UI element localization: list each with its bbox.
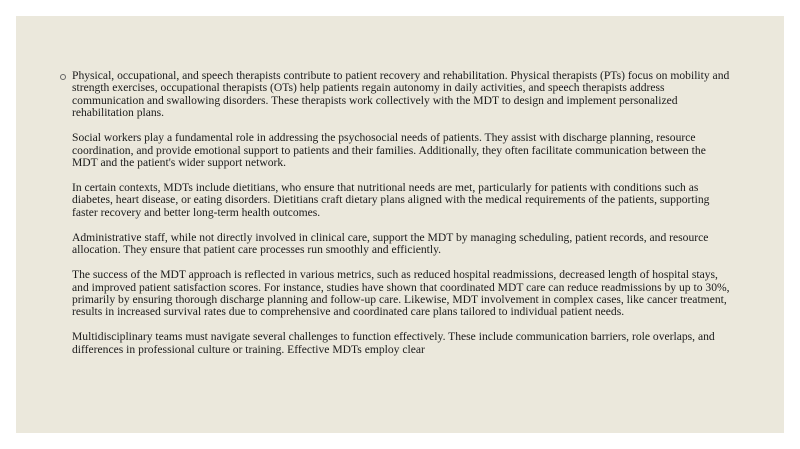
paragraph-social-workers: Social workers play a fundamental role in addressing the psychosocial needs of patients. They assist with discharge planning, resource coordination, and provide emotional support to patients and their families. Additionally, they often facilitate communication between the MDT and the patient's wider support network. — [72, 131, 706, 170]
slide-body-text[interactable] — [72, 70, 732, 369]
paragraph-dietitians: In certain contexts, MDTs include dietitians, who ensure that nutritional needs are met, particularly for patients with conditions such as diabetes, heart disease, or eating disorders. Dietitians craft dietary plans aligned with the medical requirements of the patients, supporting faster recovery and better long-term health outcomes. — [72, 181, 710, 219]
slide — [16, 16, 784, 433]
hollow-circle-bullet-icon — [60, 74, 66, 80]
paragraph-mdt-success: The success of the MDT approach is reflected in various metrics, such as reduced hospital readmissions, decreased length of hospital stays, and improved patient satisfaction scores. For instance, studies have shown that coordinated MDT care can reduce readmissions by up to 30%, primarily by ensuring thorough discharge planning and follow-up care. Likewise, MDT involvement in complex cases, like cancer treatment, results in increased survival rates due to comprehensive and coordinated care plans tailored to individual patient needs. — [72, 268, 730, 319]
paragraph-therapists-text: Physical, occupational, and speech therapists contribute to patient recovery and rehabilitation. Physical therapists (PTs) focus on mobility and strength exercises, occupational therapists (OTs) help patients regain autonomy in daily activities, and speech therapists address communication and swallowing disorders. These therapists work collectively with the MDT to design and implement personalized rehabilitation plans. — [72, 69, 730, 120]
paragraph-administrative-staff: Administrative staff, while not directly involved in clinical care, support the MDT by managing scheduling, patient records, and resource allocation. They ensure that patient care processes run smoothly and efficiently. — [72, 230, 709, 257]
paragraph-challenges: Multidisciplinary teams must navigate several challenges to function effectively. These include communication barriers, role overlaps, and differences in professional culture or training. Effective MDTs employ clear — [72, 330, 715, 356]
paragraph-therapists — [72, 70, 732, 120]
